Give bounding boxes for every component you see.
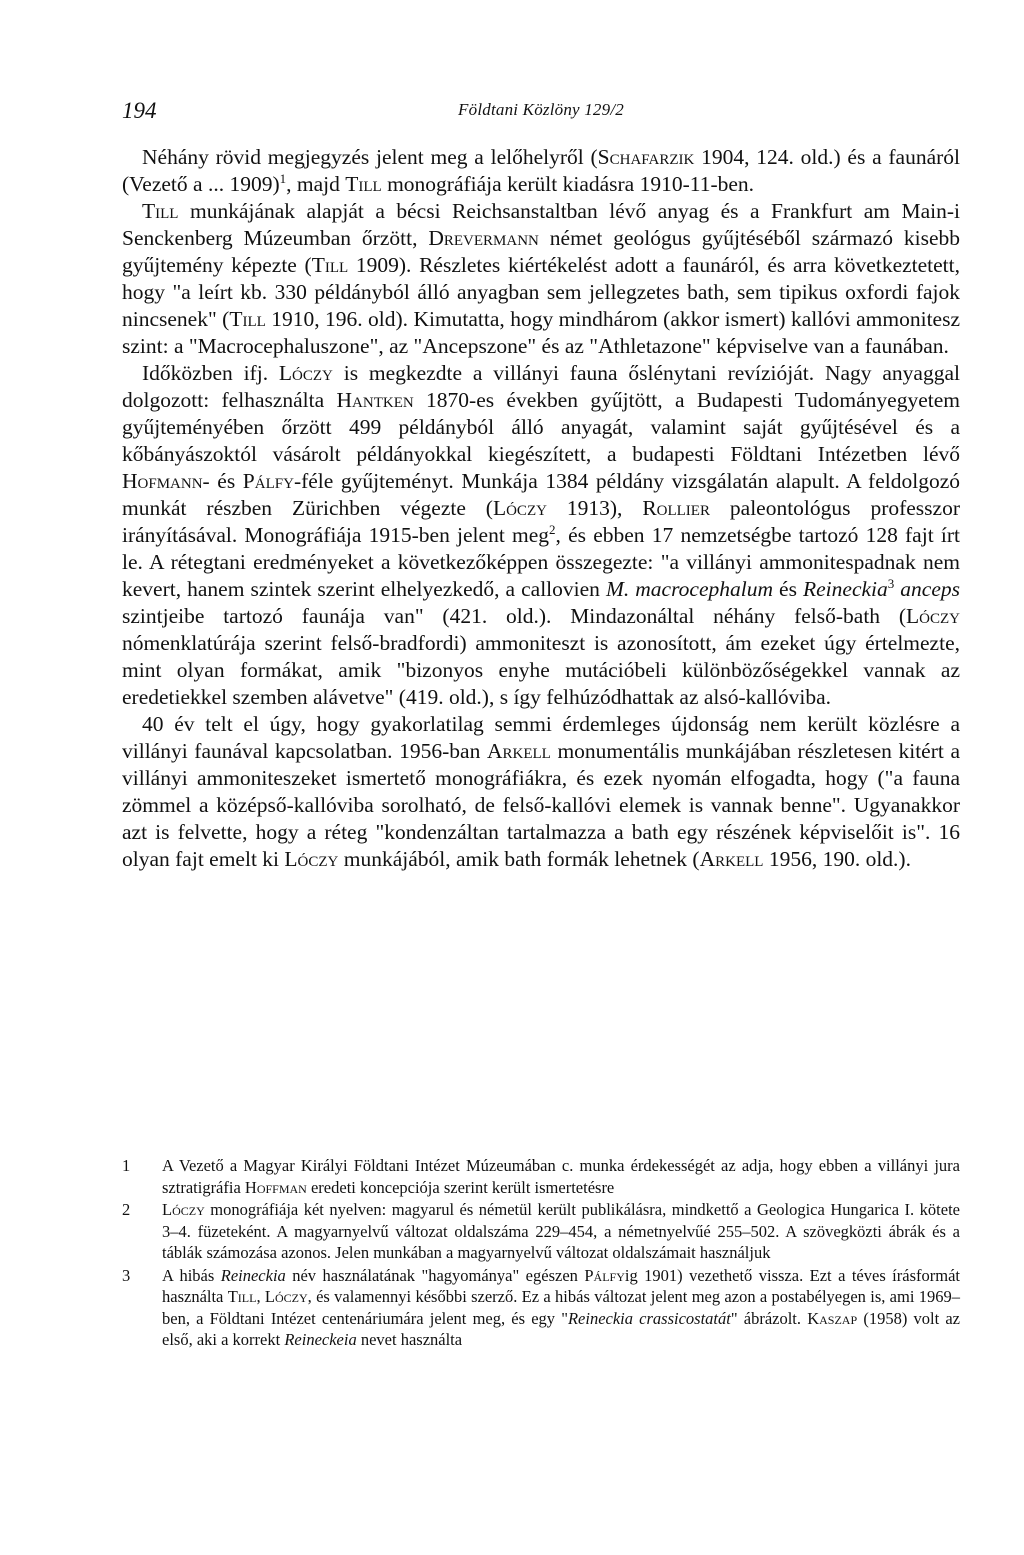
footnote-1 [122,1155,960,1198]
footnote-ref-3[interactable]: 3 [887,576,895,591]
author-name: Lóczy [162,1200,205,1219]
text-run: monográfiája két nyelven: magyarul és németül került publikálásra, mindkettő a Geologica Hungarica I. kötete 3–4. füzeteként. A magyarnyelvű változat oldalszáma 229–454, a németnyelvűé 255–502. A szövegközti ábrák és a táblák számozása azonos. Jelen munkában a magyarnyelvű változat oldalszámait használjuk [162,1200,960,1262]
text-run: nevet használta [356,1330,463,1349]
paragraph-3 [122,360,960,711]
author-name: Till [311,253,349,277]
footnote-2 [122,1199,960,1264]
author-name: Kaszap [807,1308,858,1328]
author-name: Arkell [486,739,551,763]
author-name: Schafarzik [597,145,695,169]
footnote-number: 3 [122,1265,131,1285]
text-run: Néhány rövid megjegyzés jelent meg a lelőhelyről ( [142,145,598,169]
taxon-name: Reineckia [220,1265,286,1285]
text-run: nómenklatúrája szerint felső-bradfordi) ammoniteszt is azonosított, ám ezeket úgy értelmezte, mint olyan formákat, amik "bizonyos enyhe mutációbeli különbözőségekkel vannak az eredetiekkel szemben alávetve" (419. old.), s így felhúzódhattak az alsó-kallóviba. [122,631,960,709]
taxon-name: anceps [900,577,960,601]
taxon-name: M. macrocephalum [605,577,774,601]
author-name: Till [142,199,179,223]
text-run: , [256,1287,265,1306]
text-run: eredeti koncepciója szerint került ismertetésre [306,1177,615,1197]
text-run: 1870-es években gyűjtött, a Budapesti Tudományegyetem gyűjteményében őrzött 499 példányból álló anyagát, valamint saját gyűjtésével és a kőbányászoktól vásárolt példányokkal kiegészített, a budapesti Földtani Intézetben lévő [122,388,960,466]
paragraph-4 [122,711,960,873]
text-run: 1904, 124. old.) és a faunáról (Vezető a ... 1909) [122,145,961,196]
author-name: Hoffman [244,1177,307,1197]
author-name: Till [227,1287,257,1306]
page-number: 194 [122,98,157,123]
author-name: Till [229,307,266,331]
text-run: - és [202,469,243,493]
text-run: 1956, 190. old.). [763,847,911,871]
paragraph-2 [122,198,960,360]
text-run: , majd [286,172,346,196]
text-run: német geológus gyűjtéséből származó kisebb gyűjtemény képezte ( [122,226,960,277]
text-run: monumentális munkájában részletesen kitért a villányi ammoniteszeket ismertető monográfiákra, és ezek nyomán elfogadta, hogy ("a fauna zömmel a középső-kallóviba sorolható, de felső-kallóvi elemek is vannak benne". Ugyanakkor azt is felvette, hogy a réteg "kondenzáltan tartalmazza a bath egy részének képviselőit is". 16 olyan fajt emelt ki [122,739,960,871]
text-run: A Vezető a Magyar Királyi Földtani Intézet Múzeumában c. munka érdekességét az adja, hogy ebben a villányi jura sztratigráfia [162,1156,960,1197]
text-run: és [773,577,803,601]
text-run: munkájának alapját a bécsi Reichsanstaltban lévő anyag és a Frankfurt am Main-i Senckenberg Múzeumban őrzött, [122,199,960,250]
author-name: Arkell [699,847,764,871]
footnote-3 [122,1265,960,1351]
author-name: Lóczy [284,847,339,871]
author-name: Lóczy [264,1287,308,1306]
footnote-ref-2[interactable]: 2 [549,522,556,537]
author-name: Pálfy [584,1265,625,1285]
paragraph-1 [122,144,960,198]
footnote-number: 1 [122,1156,131,1175]
text-run: (1958) volt az első, aki a korrekt [162,1308,960,1349]
text-run: A hibás [162,1265,221,1285]
text-run: név használatának "hagyománya" egészen [285,1265,585,1285]
author-name: Pálfy [242,469,294,493]
footnote-text [162,1155,960,1198]
taxon-name: Reineckia [803,577,888,601]
text-run: , és ebben 17 nemzetségbe tartozó 128 fajt írt le. A rétegtani eredményeket a következőképpen összegezte: "a villányi ammonitespadnak nem kevert, hanem szintek szerint elhelyezkedő, a callovien [122,523,960,601]
footnote-text [162,1199,960,1264]
author-name: Rollier [642,496,710,520]
author-name: Drevermann [428,226,539,250]
text-run: " ábrázolt. [730,1308,808,1328]
text-run: 1913), [546,496,643,520]
text-run: munkájából, amik bath formák lehetnek ( [338,847,700,871]
author-name: Till [345,172,382,196]
footnotes [122,1155,960,1352]
text-run: 1909). Részletes kiértékelést adott a faunáról, és arra következtetett, hogy "a leírt kb. 330 példányból álló anyagban sem jellegzetes bath, sem tipikus oxfordi fajok nincsenek" ( [122,253,961,331]
text-run: 40 év telt el úgy, hogy gyakorlatilag semmi érdemleges újdonság nem került közlésre a villányi faunával kapcsolatban. 1956-ban [122,712,960,763]
author-name: Lóczy [906,604,960,628]
text-run: Időközben ifj. [142,361,279,385]
text-run: szintjeibe tartozó faunája van" (421. old.). Mindazonáltal néhány felső-bath ( [122,604,907,628]
footnote-text [162,1265,960,1351]
main-text [122,144,960,873]
text-run: paleontológus professzor irányításával. Monográfiája 1915-ben jelent meg [122,496,960,547]
text-run: ig 1901) vezethető vissza. Ezt a téves írásformát használta [162,1265,960,1306]
author-name: Hofmann [122,469,203,493]
taxon-name: Reineckia crassicostatát [567,1308,731,1328]
footnote-number: 2 [122,1200,131,1219]
author-name: Hantken [336,388,414,412]
footnote-ref-1[interactable]: 1 [279,171,287,186]
author-name: Lóczy [492,496,547,520]
text-run: is megkezdte a villányi fauna őslénytani revízióját. Nagy anyaggal dolgozott: felhasználta [122,361,960,412]
text-run: -féle gyűjteményt. Munkája 1384 példány vizsgálatán alapult. A feldolgozó munkát részben Zürichben végezte ( [122,469,961,520]
running-header [122,98,960,128]
journal-title: Földtani Közlöny 129/2 [458,100,624,119]
taxon-name: Reineckeia [284,1330,357,1349]
author-name: Lóczy [278,361,333,385]
text-run: monográfiája került kiadásra 1910-11-ben. [381,172,755,196]
text-run: 1910, 196. old). Kimutatta, hogy mindhárom (akkor ismert) kallóvi ammonitesz szint: a "Macrocephaluszone", az "Ancepszone" és az "Athletazone" képviselve van a faunában. [122,307,960,358]
text-run: , és valamennyi későbbi szerző. Ez a hibás változat jelent meg azon a postabélyegen is, ami 1969–ben, a Földtani Intézet centenáriumára jelent meg, és egy " [162,1287,960,1328]
